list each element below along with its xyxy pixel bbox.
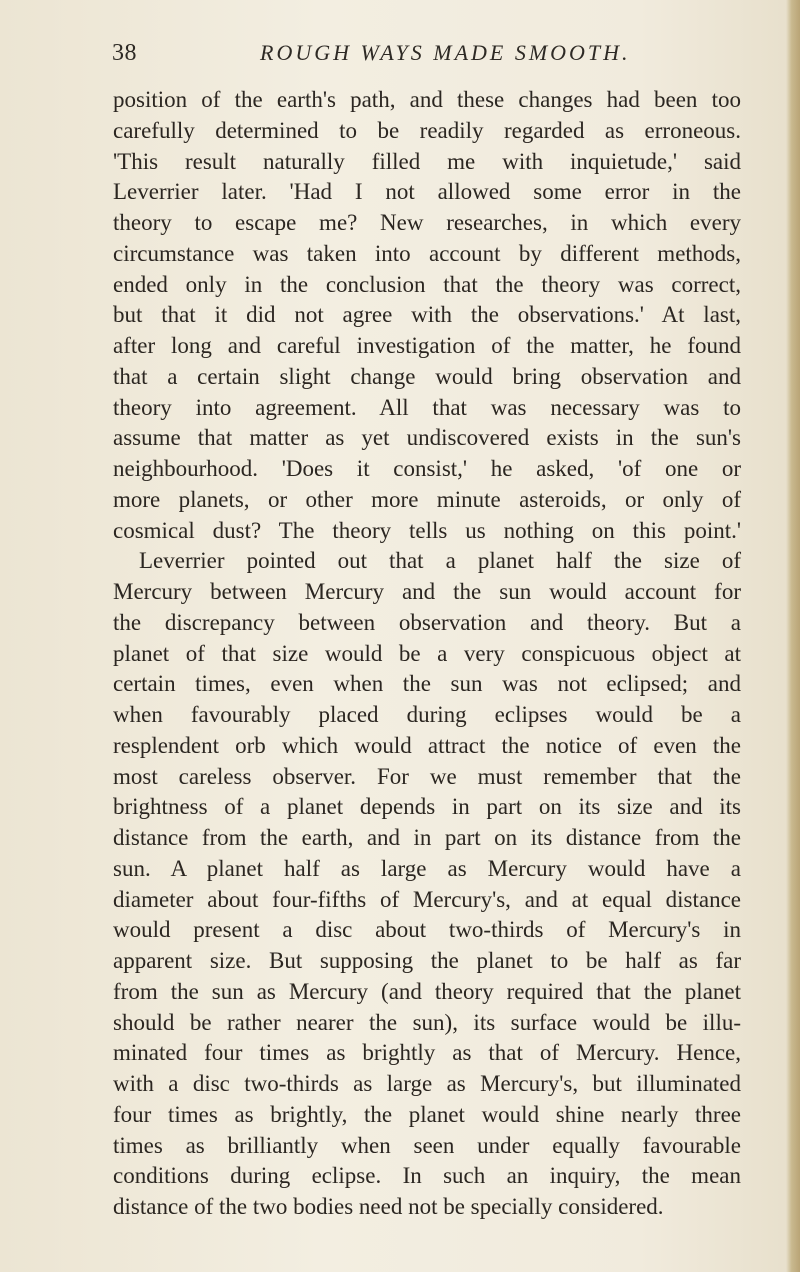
text-line: when favourably placed during eclipses would be a	[113, 702, 741, 727]
text-line: more planets, or other more minute asteroids, or only of	[113, 486, 741, 512]
text-line: after long and careful investigation of the matter, he found	[113, 333, 741, 358]
text-line: four times as brightly, the planet would shine nearly three	[113, 1101, 741, 1127]
text-line: distance of the two bodies need not be specially considered.	[113, 1194, 664, 1219]
text-line: neighbourhood. 'Does it consist,' he asked, 'of one or	[113, 456, 741, 481]
text-line: apparent size. But supposing the planet to be half as far	[113, 948, 741, 973]
text-line: from the sun as Mercury (and theory required that the planet	[113, 978, 741, 1004]
running-head: ROUGH WAYS MADE SMOOTH.	[260, 40, 631, 65]
text-line: distance from the earth, and in part on its distance from the	[113, 825, 741, 850]
text-line: but that it did not agree with the observations.' At last,	[113, 302, 741, 328]
text-line: cosmical dust? The theory tells us nothing on this point.'	[113, 517, 741, 543]
paragraph-start-line: Leverrier pointed out that a planet half the size of	[139, 548, 741, 574]
page-edge-shadow	[786, 0, 800, 1272]
text-line: circumstance was taken into account by different methods,	[113, 240, 741, 266]
text-line: should be rather nearer the sun), its surface would be illu-	[113, 1009, 741, 1035]
text-line: minated four times as brightly as that of Mercury. Hence,	[113, 1040, 741, 1066]
text-line: certain times, even when the sun was not eclipsed; and	[113, 671, 741, 697]
text-line: theory to escape me? New researches, in which every	[113, 210, 741, 235]
text-line: times as brilliantly when seen under equally favourable	[113, 1132, 741, 1158]
text-line: theory into agreement. All that was necessary was to	[113, 394, 741, 420]
text-line: planet of that size would be a very conspicuous object at	[113, 640, 741, 666]
text-line: sun. A planet half as large as Mercury would have a	[113, 855, 741, 881]
text-line: the discrepancy between observation and theory. But a	[113, 609, 741, 635]
text-line: assume that matter as yet undiscovered exists in the sun's	[113, 425, 741, 451]
text-line: that a certain slight change would bring observation and	[113, 363, 741, 389]
text-line: diameter about four-fifths of Mercury's, and at equal distance	[113, 886, 741, 912]
page-number: 38	[112, 40, 137, 66]
text-line: 'This result naturally filled me with inquietude,' said	[113, 148, 741, 174]
text-line: with a disc two-thirds as large as Mercury's, but illuminated	[113, 1071, 741, 1096]
text-line: ended only in the conclusion that the theory was correct,	[113, 271, 741, 297]
page-header	[112, 40, 752, 80]
text-line: conditions during eclipse. In such an inquiry, the mean	[113, 1163, 741, 1189]
text-line: carefully determined to be readily regarded as erroneous.	[113, 117, 741, 143]
body-text	[113, 85, 741, 1223]
text-line: most careless observer. For we must remember that the	[113, 763, 741, 789]
text-line: would present a disc about two-thirds of Mercury's in	[113, 917, 741, 943]
text-line: resplendent orb which would attract the notice of even the	[113, 732, 741, 758]
text-line: Mercury between Mercury and the sun would account for	[113, 579, 741, 604]
text-line: position of the earth's path, and these changes had been too	[113, 87, 741, 112]
text-line: brightness of a planet depends in part on its size and its	[113, 794, 741, 820]
text-line: Leverrier later. 'Had I not allowed some error in the	[113, 179, 741, 205]
